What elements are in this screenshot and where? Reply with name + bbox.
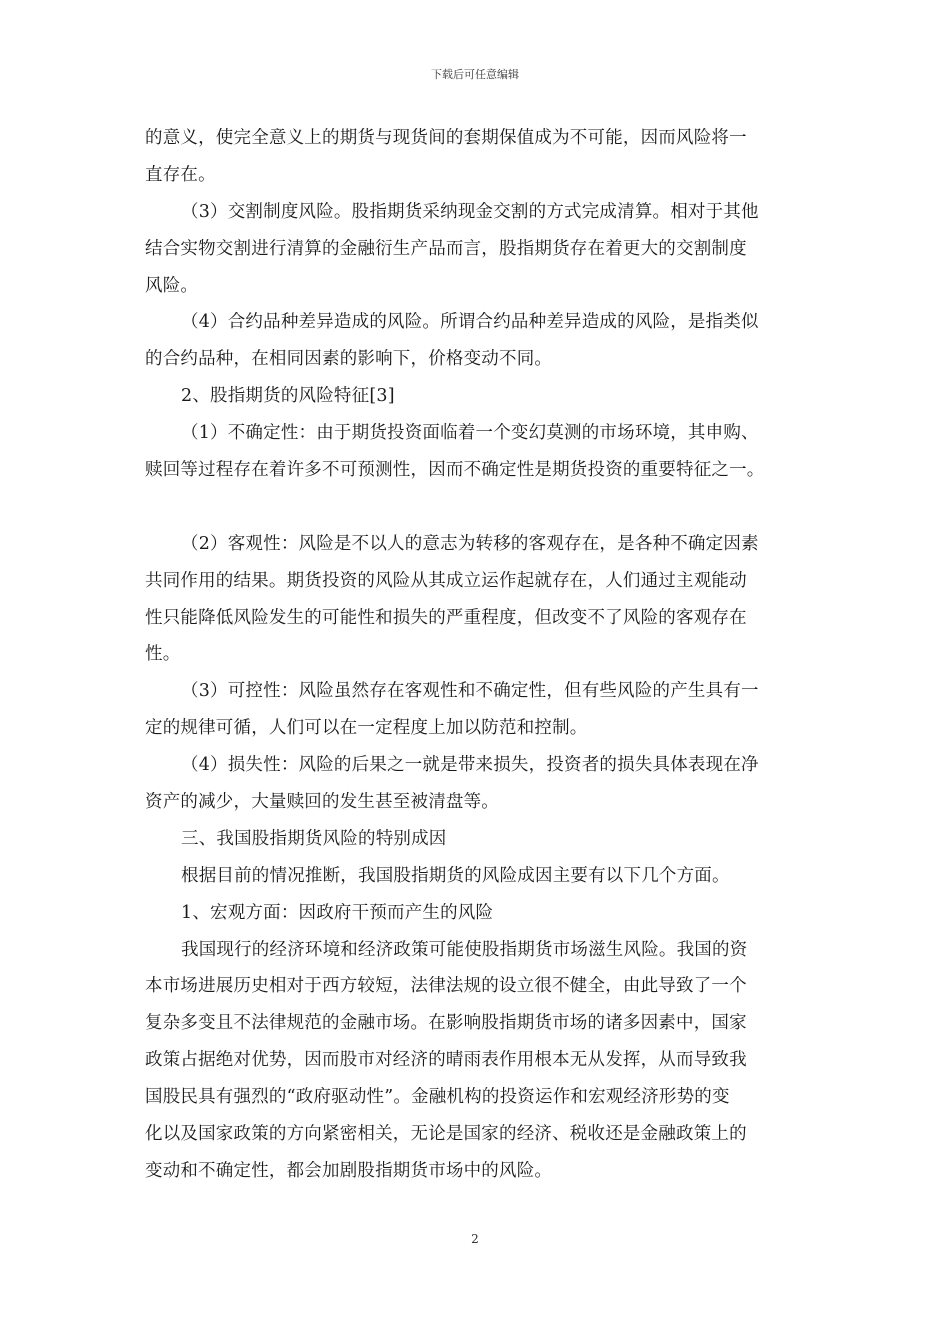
text-line: 性只能降低风险发生的可能性和损失的严重程度，但改变不了风险的客观存在 <box>145 607 747 628</box>
paragraph-start: 根据目前的情况推断，我国股指期货的风险成因主要有以下几个方面。 <box>181 865 730 886</box>
page-number: 2 <box>471 1232 479 1246</box>
paragraph-start: 我国现行的经济环境和经济政策可能使股指期货市场滋生风险。我国的资 <box>181 939 748 960</box>
text-line: 国股民具有强烈的“政府驱动性”。金融机构的投资运作和宏观经济形势的变 <box>145 1087 730 1108</box>
text-line: 定的规律可循，人们可以在一定程度上加以防范和控制。 <box>145 718 588 739</box>
paragraph-start: （3）可控性：风险虽然存在客观性和不确定性，但有些风险的产生具有一 <box>181 681 759 702</box>
paragraph-start: （1）不确定性：由于期货投资面临着一个变幻莫测的市场环境，其申购、 <box>181 423 759 444</box>
section-heading: 2、股指期货的风险特征[3] <box>181 386 395 407</box>
text-line: 化以及国家政策的方向紧密相关，无论是国家的经济、税收还是金融政策上的 <box>145 1124 747 1145</box>
section-heading: 三、我国股指期货风险的特别成因 <box>181 828 447 849</box>
text-line: 共同作用的结果。期货投资的风险从其成立运作起就存在，人们通过主观能动 <box>145 570 747 591</box>
text-line: 赎回等过程存在着许多不可预测性，因而不确定性是期货投资的重要特征之一。 <box>145 460 765 481</box>
document-body <box>145 120 817 1190</box>
text-line: 的意义，使完全意义上的期货与现货间的套期保值成为不可能，因而风险将一 <box>145 128 747 148</box>
paragraph-start: （4）合约品种差异造成的风险。所谓合约品种差异造成的风险，是指类似 <box>181 312 759 333</box>
text-line: 复杂多变且不法律规范的金融市场。在影响股指期货市场的诸多因素中，国家 <box>145 1013 747 1034</box>
paragraph-start: （4）损失性：风险的后果之一就是带来损失，投资者的损失具体表现在净 <box>181 755 759 776</box>
text-line: 风险。 <box>145 275 199 296</box>
text-line: 的合约品种，在相同因素的影响下，价格变动不同。 <box>145 349 553 370</box>
text-line: 资产的减少，大量赎回的发生甚至被清盘等。 <box>145 792 499 813</box>
paragraph-start: （3）交割制度风险。股指期货采纳现金交割的方式完成清算。相对于其他 <box>181 201 759 222</box>
blank-line <box>145 489 817 526</box>
text-line: 政策占据绝对优势，因而股市对经济的晴雨表作用根本无从发挥，从而导致我 <box>145 1050 747 1071</box>
text-line: 性。 <box>145 644 181 665</box>
paragraph-start: （2）客观性：风险是不以人的意志为转移的客观存在，是各种不确定因素 <box>181 533 759 554</box>
text-line: 结合实物交割进行清算的金融衍生产品而言，股指期货存在着更大的交割制度 <box>145 238 747 259</box>
text-line: 变动和不确定性，都会加剧股指期货市场中的风险。 <box>145 1160 553 1181</box>
page-header: 下载后可任意编辑 <box>431 68 519 81</box>
text-line: 直存在。 <box>145 164 216 185</box>
text-line: 本市场进展历史相对于西方较短，法律法规的设立很不健全，由此导致了一个 <box>145 976 747 997</box>
section-heading: 1、宏观方面：因政府干预而产生的风险 <box>181 902 494 923</box>
